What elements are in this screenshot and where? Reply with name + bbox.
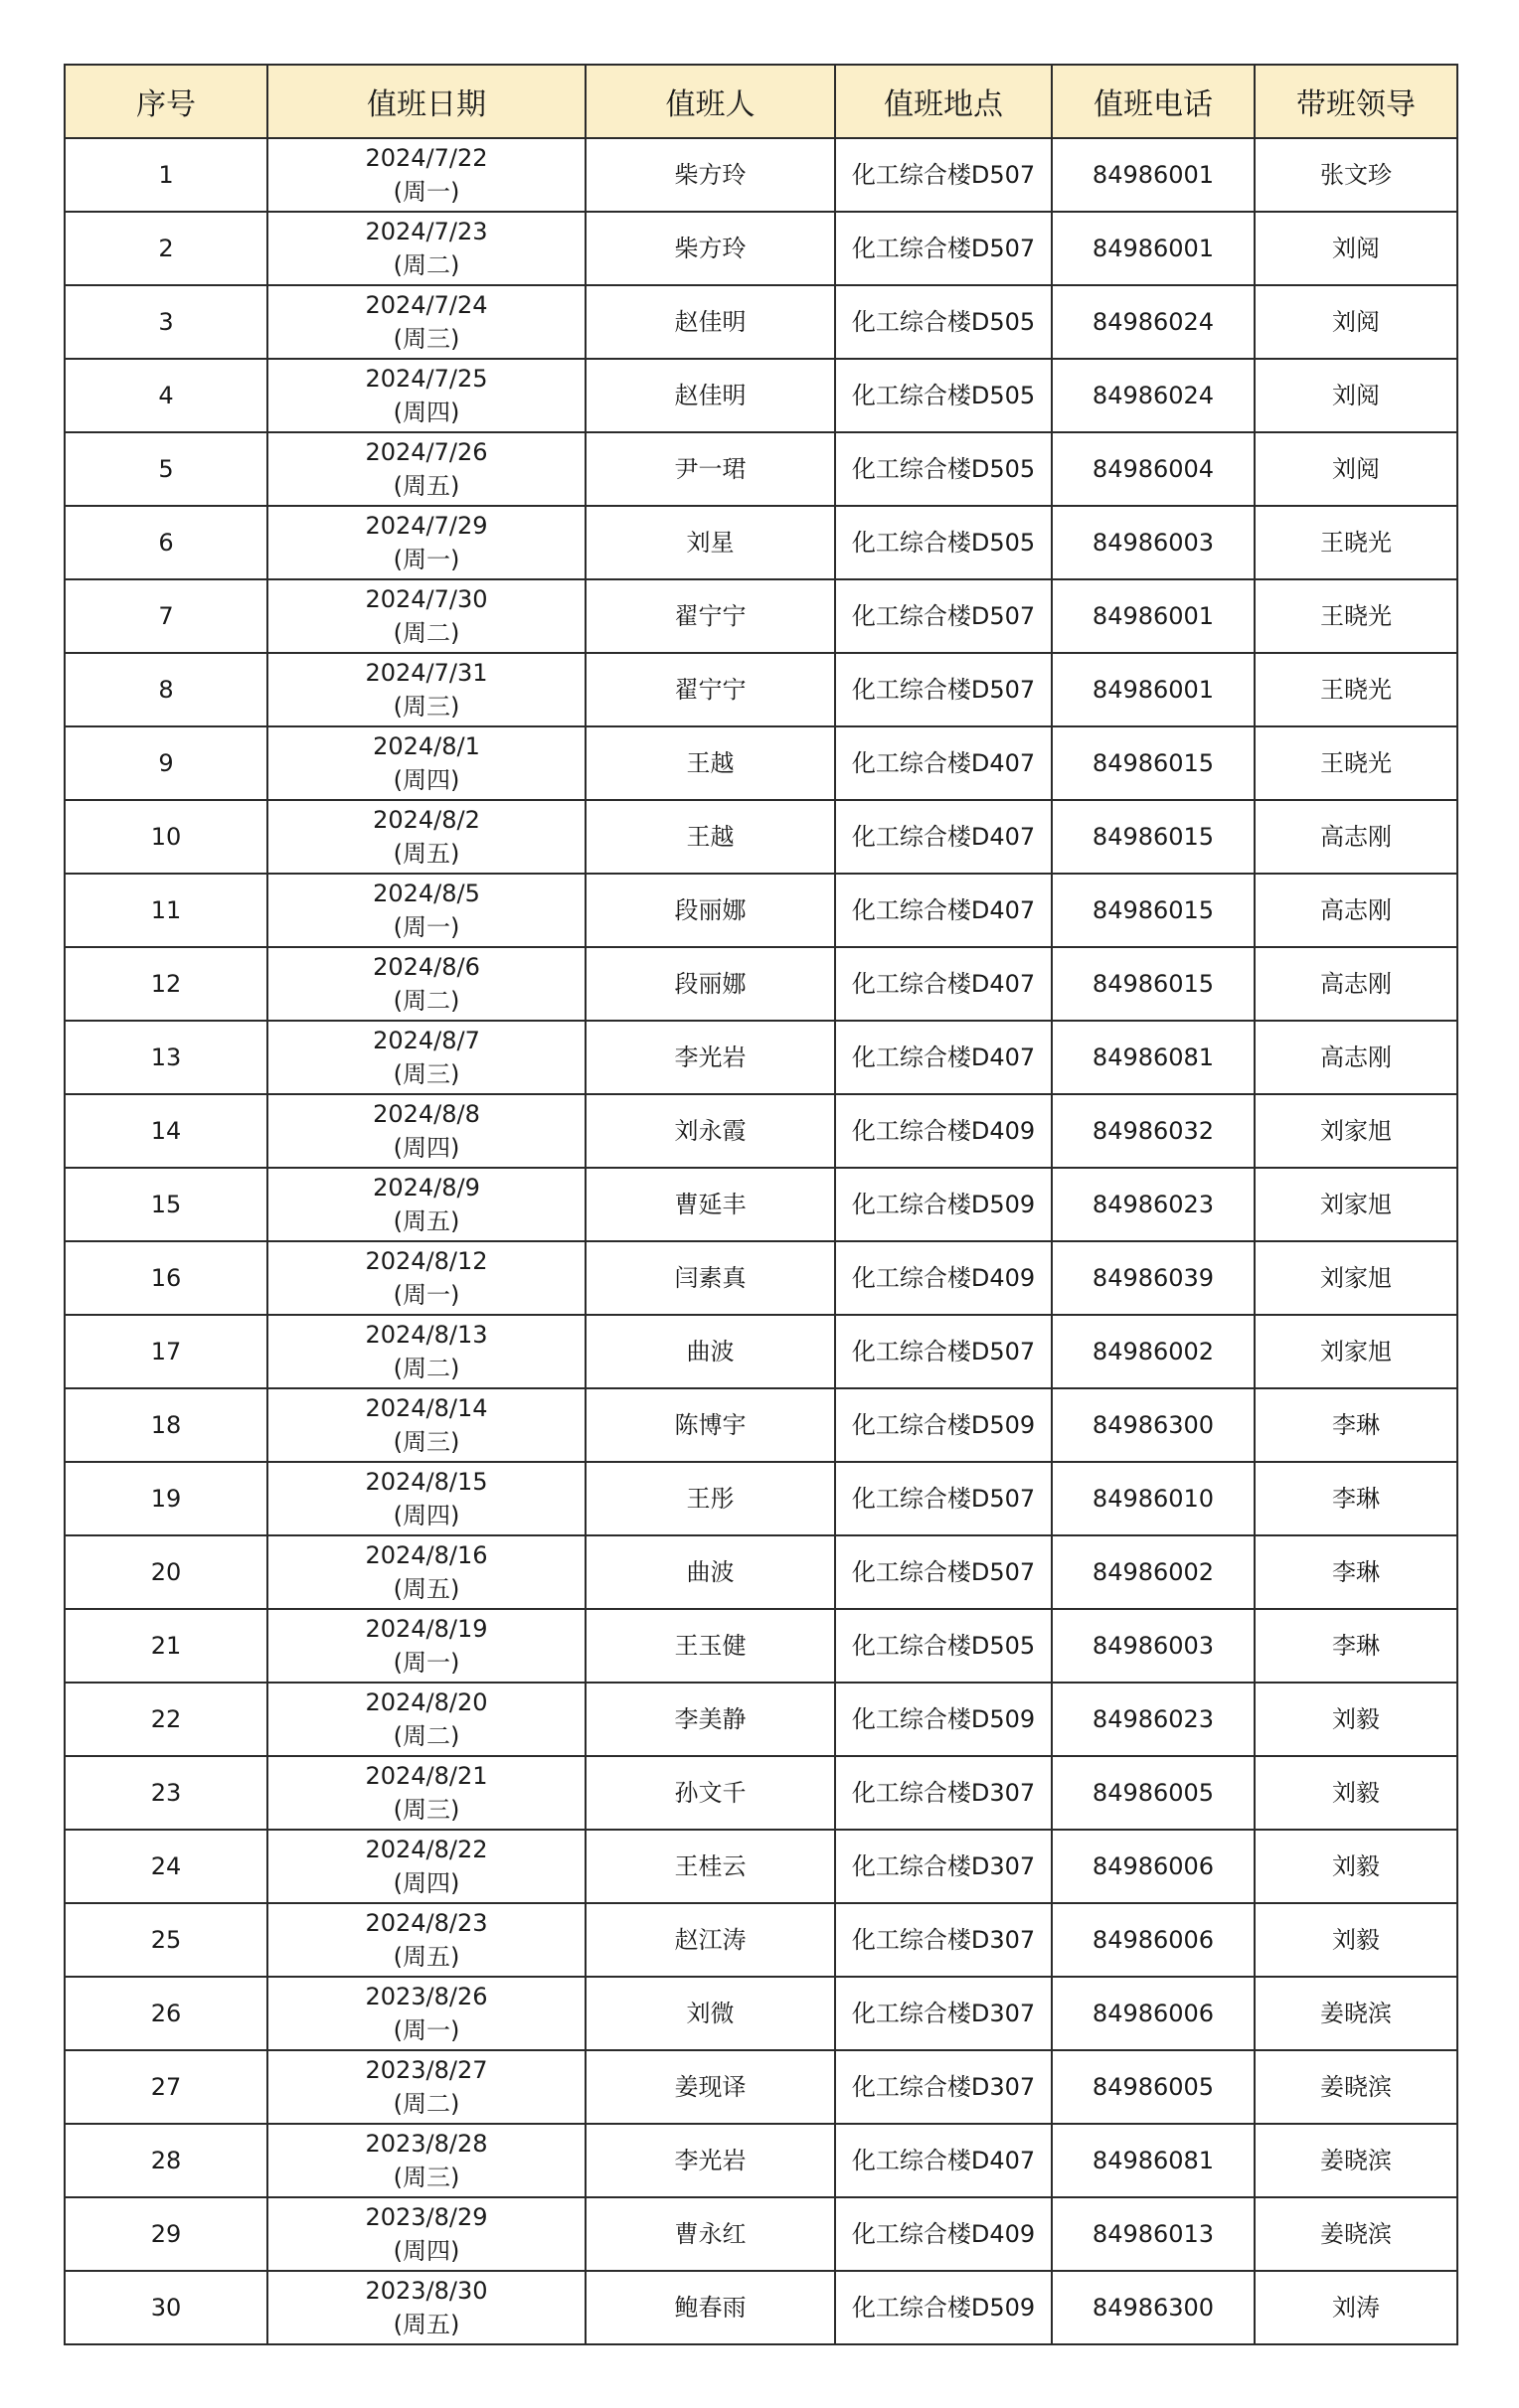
cell-phone: 84986010 [1052,1462,1255,1535]
cell-phone: 84986001 [1052,653,1255,726]
cell-index: 10 [65,800,267,874]
weekday-value: (周三) [393,693,460,721]
cell-leader: 张文珍 [1255,138,1457,212]
cell-index: 22 [65,1683,267,1756]
cell-date [267,1830,586,1903]
cell-phone: 84986081 [1052,2124,1255,2197]
cell-index: 27 [65,2050,267,2124]
cell-person: 刘微 [586,1977,835,2050]
weekday-value: (周四) [393,2237,460,2265]
table-row [65,506,1457,579]
weekday-value: (周四) [393,399,460,426]
date-value: 2023/8/27 [365,2056,488,2084]
date-value: 2024/8/13 [365,1321,488,1349]
cell-phone: 84986015 [1052,947,1255,1021]
cell-index: 12 [65,947,267,1021]
cell-place: 化工综合楼D507 [835,212,1052,285]
table-header-row [65,65,1457,138]
cell-person: 刘永霞 [586,1094,835,1168]
table-body [65,138,1457,2344]
weekday-value: (周一) [393,178,460,206]
cell-date [267,1977,586,2050]
cell-index: 25 [65,1903,267,1977]
cell-index: 9 [65,726,267,800]
date-value: 2024/7/29 [365,512,488,540]
cell-phone: 84986013 [1052,2197,1255,2271]
table-row [65,285,1457,359]
date-value: 2024/8/21 [365,1762,488,1790]
cell-index: 20 [65,1535,267,1609]
cell-leader: 王晓光 [1255,579,1457,653]
cell-person: 曹延丰 [586,1168,835,1241]
table-row [65,212,1457,285]
cell-person: 曲波 [586,1315,835,1388]
weekday-value: (周三) [393,1428,460,1456]
cell-person: 李光岩 [586,2124,835,2197]
cell-leader: 刘阅 [1255,432,1457,506]
date-value: 2024/8/15 [365,1468,488,1496]
table-row [65,1462,1457,1535]
cell-place: 化工综合楼D407 [835,1021,1052,1094]
header-index: 序号 [65,65,267,138]
cell-place: 化工综合楼D307 [835,1756,1052,1830]
cell-place: 化工综合楼D505 [835,359,1052,432]
date-value: 2024/7/24 [365,291,488,319]
weekday-value: (周五) [393,1943,460,1971]
header-date: 值班日期 [267,65,586,138]
header-person: 值班人 [586,65,835,138]
cell-person: 王玉健 [586,1609,835,1683]
table-row [65,359,1457,432]
cell-date [267,653,586,726]
cell-date [267,2271,586,2344]
cell-phone: 84986300 [1052,2271,1255,2344]
weekday-value: (周五) [393,1575,460,1603]
cell-phone: 84986024 [1052,285,1255,359]
table-row [65,2197,1457,2271]
date-value: 2023/8/28 [365,2130,488,2158]
date-value: 2024/7/25 [365,365,488,393]
date-value: 2024/8/9 [373,1174,480,1202]
cell-leader: 李琳 [1255,1535,1457,1609]
cell-index: 6 [65,506,267,579]
duty-schedule-table [64,64,1458,2345]
weekday-value: (周三) [393,1796,460,1824]
weekday-value: (周五) [393,840,460,868]
cell-person: 王越 [586,726,835,800]
cell-person: 柴方玲 [586,138,835,212]
cell-leader: 高志刚 [1255,874,1457,947]
cell-leader: 李琳 [1255,1462,1457,1535]
table-row [65,579,1457,653]
weekday-value: (周一) [393,546,460,573]
date-value: 2024/7/23 [365,218,488,245]
cell-person: 姜现译 [586,2050,835,2124]
cell-phone: 84986039 [1052,1241,1255,1315]
date-value: 2024/7/31 [365,659,488,687]
cell-place: 化工综合楼D509 [835,1683,1052,1756]
cell-phone: 84986002 [1052,1535,1255,1609]
cell-phone: 84986004 [1052,432,1255,506]
date-value: 2024/7/26 [365,438,488,466]
cell-date [267,1609,586,1683]
header-place: 值班地点 [835,65,1052,138]
weekday-value: (周四) [393,766,460,794]
weekday-value: (周二) [393,619,460,647]
cell-place: 化工综合楼D407 [835,800,1052,874]
weekday-value: (周一) [393,1649,460,1677]
cell-leader: 王晓光 [1255,506,1457,579]
weekday-value: (周五) [393,2311,460,2338]
cell-leader: 姜晓滨 [1255,1977,1457,2050]
weekday-value: (周二) [393,987,460,1015]
weekday-value: (周五) [393,472,460,500]
cell-phone: 84986001 [1052,138,1255,212]
table-row [65,1609,1457,1683]
cell-leader: 李琳 [1255,1388,1457,1462]
cell-person: 赵佳明 [586,285,835,359]
cell-leader: 姜晓滨 [1255,2197,1457,2271]
cell-leader: 姜晓滨 [1255,2050,1457,2124]
cell-phone: 84986015 [1052,874,1255,947]
cell-index: 19 [65,1462,267,1535]
cell-date [267,1683,586,1756]
table-row [65,800,1457,874]
weekday-value: (周一) [393,2016,460,2044]
weekday-value: (周三) [393,1060,460,1088]
cell-index: 7 [65,579,267,653]
cell-place: 化工综合楼D505 [835,506,1052,579]
cell-date [267,874,586,947]
cell-place: 化工综合楼D307 [835,1977,1052,2050]
cell-place: 化工综合楼D507 [835,1535,1052,1609]
date-value: 2024/8/22 [365,1836,488,1863]
table-row [65,653,1457,726]
cell-person: 赵佳明 [586,359,835,432]
date-value: 2024/7/22 [365,144,488,172]
date-value: 2024/8/16 [365,1541,488,1569]
table-row [65,1241,1457,1315]
cell-person: 尹一珺 [586,432,835,506]
cell-person: 孙文千 [586,1756,835,1830]
cell-index: 30 [65,2271,267,2344]
cell-index: 16 [65,1241,267,1315]
weekday-value: (周五) [393,1207,460,1235]
table-row [65,947,1457,1021]
cell-leader: 刘毅 [1255,1683,1457,1756]
cell-place: 化工综合楼D409 [835,1094,1052,1168]
cell-date [267,138,586,212]
cell-leader: 刘涛 [1255,2271,1457,2344]
weekday-value: (周四) [393,1502,460,1529]
header-leader: 带班领导 [1255,65,1457,138]
cell-phone: 84986005 [1052,2050,1255,2124]
cell-index: 26 [65,1977,267,2050]
cell-date [267,506,586,579]
cell-place: 化工综合楼D507 [835,138,1052,212]
cell-person: 李光岩 [586,1021,835,1094]
cell-place: 化工综合楼D507 [835,653,1052,726]
cell-leader: 刘家旭 [1255,1168,1457,1241]
cell-person: 刘星 [586,506,835,579]
weekday-value: (周一) [393,913,460,941]
cell-person: 翟宁宁 [586,653,835,726]
cell-date [267,432,586,506]
cell-place: 化工综合楼D505 [835,285,1052,359]
cell-place: 化工综合楼D407 [835,874,1052,947]
cell-place: 化工综合楼D407 [835,947,1052,1021]
cell-leader: 刘家旭 [1255,1094,1457,1168]
cell-place: 化工综合楼D409 [835,2197,1052,2271]
date-value: 2024/8/1 [373,732,480,760]
weekday-value: (周四) [393,1869,460,1897]
cell-phone: 84986015 [1052,800,1255,874]
cell-place: 化工综合楼D509 [835,2271,1052,2344]
cell-index: 1 [65,138,267,212]
table-row [65,1388,1457,1462]
cell-index: 21 [65,1609,267,1683]
cell-date [267,2197,586,2271]
cell-date [267,1756,586,1830]
cell-index: 4 [65,359,267,432]
date-value: 2024/8/7 [373,1027,480,1054]
cell-date [267,359,586,432]
cell-place: 化工综合楼D505 [835,432,1052,506]
cell-leader: 高志刚 [1255,947,1457,1021]
cell-place: 化工综合楼D507 [835,1462,1052,1535]
weekday-value: (周二) [393,2090,460,2118]
date-value: 2024/8/23 [365,1909,488,1937]
cell-phone: 84986081 [1052,1021,1255,1094]
weekday-value: (周三) [393,325,460,353]
cell-date [267,1903,586,1977]
cell-leader: 刘阅 [1255,285,1457,359]
cell-person: 曲波 [586,1535,835,1609]
cell-date [267,947,586,1021]
cell-phone: 84986003 [1052,1609,1255,1683]
cell-index: 13 [65,1021,267,1094]
table-row [65,2050,1457,2124]
date-value: 2024/7/30 [365,585,488,613]
date-value: 2023/8/30 [365,2277,488,2305]
table-row [65,1977,1457,2050]
cell-phone: 84986006 [1052,1977,1255,2050]
cell-index: 18 [65,1388,267,1462]
cell-phone: 84986023 [1052,1683,1255,1756]
table-row [65,874,1457,947]
table-row [65,138,1457,212]
cell-date [267,2050,586,2124]
weekday-value: (周二) [393,251,460,279]
table-row [65,726,1457,800]
table-row [65,1021,1457,1094]
cell-leader: 刘家旭 [1255,1315,1457,1388]
cell-place: 化工综合楼D409 [835,1241,1052,1315]
cell-place: 化工综合楼D505 [835,1609,1052,1683]
table-row [65,2271,1457,2344]
date-value: 2024/8/5 [373,880,480,907]
cell-date [267,1535,586,1609]
cell-person: 柴方玲 [586,212,835,285]
cell-leader: 刘家旭 [1255,1241,1457,1315]
cell-phone: 84986006 [1052,1903,1255,1977]
table-row [65,1168,1457,1241]
cell-leader: 高志刚 [1255,1021,1457,1094]
cell-person: 李美静 [586,1683,835,1756]
cell-date [267,1168,586,1241]
cell-phone: 84986015 [1052,726,1255,800]
table-row [65,1094,1457,1168]
date-value: 2024/8/12 [365,1247,488,1275]
cell-index: 11 [65,874,267,947]
cell-place: 化工综合楼D307 [835,1830,1052,1903]
cell-index: 2 [65,212,267,285]
cell-date [267,1094,586,1168]
weekday-value: (周二) [393,1355,460,1382]
cell-phone: 84986024 [1052,359,1255,432]
cell-phone: 84986003 [1052,506,1255,579]
cell-leader: 姜晓滨 [1255,2124,1457,2197]
cell-date [267,285,586,359]
cell-person: 段丽娜 [586,874,835,947]
table-row [65,1683,1457,1756]
cell-person: 王桂云 [586,1830,835,1903]
weekday-value: (周二) [393,1722,460,1750]
cell-phone: 84986001 [1052,212,1255,285]
table-row [65,1535,1457,1609]
cell-date [267,1315,586,1388]
weekday-value: (周四) [393,1134,460,1162]
cell-place: 化工综合楼D509 [835,1168,1052,1241]
cell-place: 化工综合楼D307 [835,2050,1052,2124]
date-value: 2023/8/29 [365,2203,488,2231]
cell-leader: 刘毅 [1255,1903,1457,1977]
cell-index: 15 [65,1168,267,1241]
cell-index: 5 [65,432,267,506]
cell-place: 化工综合楼D509 [835,1388,1052,1462]
cell-index: 24 [65,1830,267,1903]
table-row [65,1903,1457,1977]
cell-leader: 王晓光 [1255,726,1457,800]
cell-phone: 84986005 [1052,1756,1255,1830]
cell-leader: 李琳 [1255,1609,1457,1683]
cell-date [267,1388,586,1462]
cell-place: 化工综合楼D307 [835,1903,1052,1977]
cell-phone: 84986006 [1052,1830,1255,1903]
cell-person: 曹永红 [586,2197,835,2271]
cell-index: 23 [65,1756,267,1830]
weekday-value: (周一) [393,1281,460,1309]
header-phone: 值班电话 [1052,65,1255,138]
cell-date [267,579,586,653]
cell-phone: 84986023 [1052,1168,1255,1241]
cell-leader: 刘阅 [1255,212,1457,285]
cell-leader: 王晓光 [1255,653,1457,726]
cell-place: 化工综合楼D507 [835,579,1052,653]
cell-leader: 刘毅 [1255,1830,1457,1903]
cell-index: 3 [65,285,267,359]
cell-phone: 84986300 [1052,1388,1255,1462]
table-row [65,2124,1457,2197]
cell-leader: 刘阅 [1255,359,1457,432]
date-value: 2024/8/14 [365,1394,488,1422]
cell-leader: 刘毅 [1255,1756,1457,1830]
date-value: 2024/8/20 [365,1688,488,1716]
cell-index: 14 [65,1094,267,1168]
cell-place: 化工综合楼D407 [835,726,1052,800]
cell-date [267,1021,586,1094]
date-value: 2024/8/2 [373,806,480,834]
date-value: 2023/8/26 [365,1983,488,2010]
cell-date [267,2124,586,2197]
cell-date [267,1462,586,1535]
cell-date [267,1241,586,1315]
cell-index: 17 [65,1315,267,1388]
cell-person: 鲍春雨 [586,2271,835,2344]
cell-phone: 84986001 [1052,579,1255,653]
cell-date [267,726,586,800]
cell-place: 化工综合楼D507 [835,1315,1052,1388]
cell-person: 赵江涛 [586,1903,835,1977]
table-row [65,1315,1457,1388]
cell-date [267,800,586,874]
cell-person: 段丽娜 [586,947,835,1021]
weekday-value: (周三) [393,2164,460,2191]
cell-phone: 84986032 [1052,1094,1255,1168]
cell-person: 闫素真 [586,1241,835,1315]
table-row [65,1830,1457,1903]
table-row [65,1756,1457,1830]
cell-person: 王彤 [586,1462,835,1535]
date-value: 2024/8/19 [365,1615,488,1643]
cell-index: 29 [65,2197,267,2271]
cell-person: 王越 [586,800,835,874]
cell-index: 8 [65,653,267,726]
cell-index: 28 [65,2124,267,2197]
date-value: 2024/8/8 [373,1100,480,1128]
cell-phone: 84986002 [1052,1315,1255,1388]
cell-person: 陈博宇 [586,1388,835,1462]
cell-date [267,212,586,285]
cell-leader: 高志刚 [1255,800,1457,874]
date-value: 2024/8/6 [373,953,480,981]
cell-person: 翟宁宁 [586,579,835,653]
table-row [65,432,1457,506]
cell-place: 化工综合楼D407 [835,2124,1052,2197]
